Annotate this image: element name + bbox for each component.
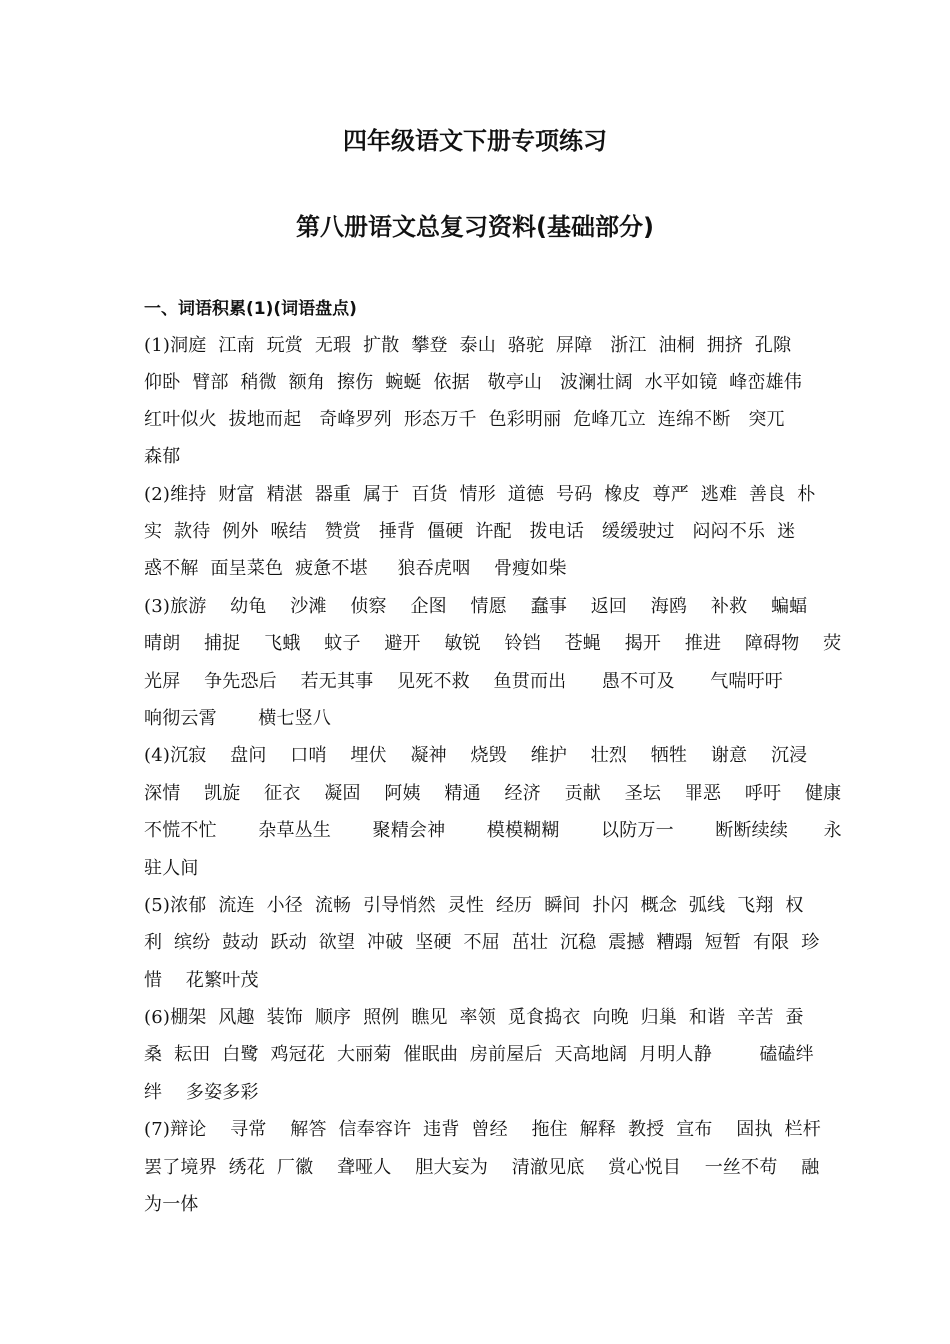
document-subtitle: 第八册语文总复习资料(基础部分) bbox=[296, 213, 654, 241]
vocab-line: 罢了境界 绣花 厂徽 聋哑人 胆大妄为 清澈见底 赏心悦目 一丝不苟 融 bbox=[144, 1157, 820, 1178]
vocab-line: 不慌不忙 杂草丛生 聚精会神 模模糊糊 以防万一 断断续续 永 bbox=[144, 820, 842, 841]
vocab-line: 森郁 bbox=[144, 446, 181, 467]
vocab-line: 仰卧 臂部 稍微 额角 擦伤 蜿蜒 依据 敬亭山 波澜壮阔 水平如镜 峰峦雄伟 bbox=[144, 372, 803, 393]
vocab-line: (5)浓郁 流连 小径 流畅 引导悄然 灵性 经历 瞬间 扑闪 概念 弧线 飞翔 权 bbox=[144, 895, 804, 916]
vocab-line: 红叶似火 拔地而起 奇峰罗列 形态万千 色彩明丽 危峰兀立 连绵不断 突兀 bbox=[144, 409, 785, 430]
vocab-line: 惑不解 面呈菜色 疲惫不堪 狼吞虎咽 骨瘦如柴 bbox=[144, 558, 567, 579]
vocab-line: 响彻云霄 横七竖八 bbox=[144, 708, 332, 729]
vocab-line: 桑 耘田 白鹭 鸡冠花 大丽菊 催眠曲 房前屋后 天高地阔 月明人静 磕磕绊 bbox=[144, 1044, 814, 1065]
vocab-line: 光屏 争先恐后 若无其事 见死不救 鱼贯而出 愚不可及 气喘吁吁 bbox=[144, 671, 784, 692]
vocab-line: 驻人间 bbox=[144, 858, 199, 879]
vocab-line: (3)旅游 幼龟 沙滩 侦察 企图 情愿 蠢事 返回 海鸥 补救 蝙蝠 bbox=[144, 596, 808, 617]
vocab-line: 深情 凯旋 征衣 凝固 阿姨 精通 经济 贡献 圣坛 罪恶 呼吁 健康 bbox=[144, 783, 842, 804]
vocab-line: 惜 花繁叶茂 bbox=[144, 970, 259, 991]
vocab-line: (2)维持 财富 精湛 器重 属于 百货 情形 道德 号码 橡皮 尊严 逃难 善良 朴 bbox=[144, 484, 816, 505]
vocab-line: (6)棚架 风趣 装饰 顺序 照例 瞧见 率领 觅食捣衣 向晚 归巢 和谐 辛苦 蚕 bbox=[144, 1007, 804, 1028]
vocab-line: 晴朗 捕捉 飞蛾 蚊子 避开 敏锐 铃铛 苍蝇 揭开 推进 障碍物 荧 bbox=[144, 633, 842, 654]
vocab-line: 绊 多姿多彩 bbox=[144, 1082, 259, 1103]
vocab-line: 实 款待 例外 喉结 赞赏 捶背 僵硬 许配 拨电话 缓缓驶过 闷闷不乐 迷 bbox=[144, 521, 796, 542]
vocab-line: (1)洞庭 江南 玩赏 无瑕 扩散 攀登 泰山 骆驼 屏障 浙江 油桐 拥挤 孔隙 bbox=[144, 335, 792, 356]
vocab-line: (7)辩论 寻常 解答 信奉容许 违背 曾经 拖住 解释 教授 宣布 固执 栏杆 bbox=[144, 1119, 821, 1140]
vocab-line: 利 缤纷 鼓动 跃动 欲望 冲破 坚硬 不屈 茁壮 沉稳 震撼 糟蹋 短暂 有限 珍 bbox=[144, 932, 820, 953]
section-heading: 一、词语积累(1)(词语盘点) bbox=[144, 299, 357, 319]
vocab-line: (4)沉寂 盘问 口哨 埋伏 凝神 烧毁 维护 壮烈 牺牲 谢意 沉浸 bbox=[144, 745, 808, 766]
vocab-line: 为一体 bbox=[144, 1194, 199, 1215]
document-title: 四年级语文下册专项练习 bbox=[343, 127, 607, 155]
